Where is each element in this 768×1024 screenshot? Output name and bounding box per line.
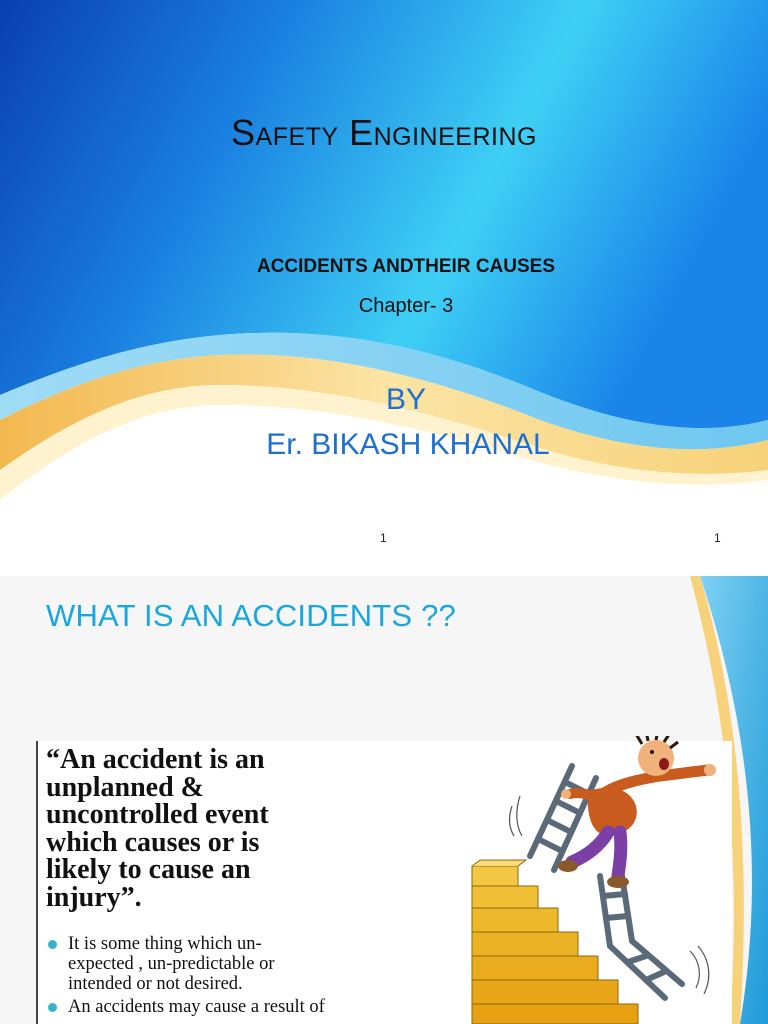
definition-line: “An accident is an — [46, 744, 265, 775]
slide-number-right: 1 — [714, 531, 721, 545]
definition-line: uncontrolled event — [46, 799, 269, 830]
falling-ladder-illustration-icon — [460, 736, 730, 1024]
definition-slide — [0, 576, 768, 1024]
list-item — [46, 997, 466, 1017]
presentation-subtitle: ACCIDENTS ANDTHEIR CAUSES — [256, 256, 556, 277]
list-item — [46, 934, 466, 994]
bullet-text-line: It is some thing which un- — [68, 934, 262, 954]
presentation-title: Safety Engineering — [231, 112, 537, 153]
by-label: BY — [385, 383, 427, 416]
slide-heading: WHAT IS AN ACCIDENTS ?? — [46, 598, 456, 633]
bullet-text-line: An accidents may cause a result of — [68, 997, 325, 1017]
definition-line: unplanned & — [46, 771, 204, 803]
author-name: Er. BIKASH KHANAL — [266, 428, 550, 461]
definition-line: injury”. — [46, 881, 142, 913]
bullet-dot-icon — [48, 1003, 57, 1012]
accident-definition — [46, 746, 436, 911]
bullet-text-line: intended or not desired. — [68, 974, 243, 994]
definition-line: likely to cause an — [46, 854, 251, 885]
slide-number-center: 1 — [380, 531, 387, 545]
bullet-list — [46, 934, 466, 1020]
bullet-dot-icon — [48, 940, 57, 949]
bullet-text-line: expected , un-predictable or — [68, 954, 275, 974]
chapter-label: Chapter- 3 — [358, 295, 454, 317]
definition-line: which causes or is — [46, 826, 260, 858]
